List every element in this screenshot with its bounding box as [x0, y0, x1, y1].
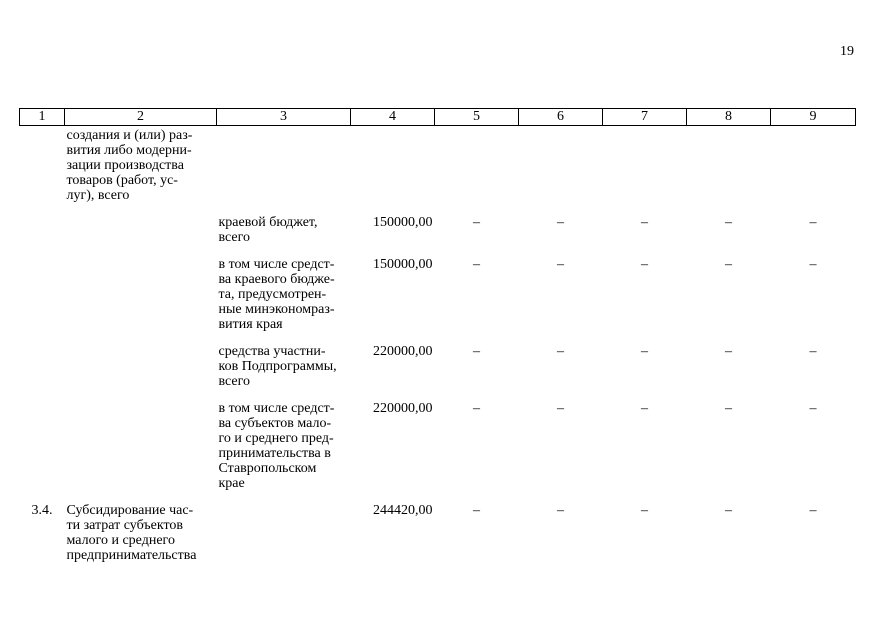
- year-value-cell: –: [641, 257, 648, 272]
- year-value-cell: –: [641, 503, 648, 518]
- activity-name-cell: [65, 126, 217, 214]
- funding-source-line: в том числе средст-: [218, 401, 335, 416]
- funding-source-line: всего: [218, 374, 251, 389]
- year-value-cell: [603, 126, 687, 214]
- year-value-cell: –: [725, 401, 732, 416]
- funding-source-cell: [217, 255, 351, 342]
- column-header-7: 7: [603, 109, 687, 126]
- funding-source-line: ные минэкономраз-: [218, 302, 335, 317]
- funding-source-line: ков Подпрограммы,: [218, 359, 337, 374]
- activity-name-cell: [65, 255, 217, 342]
- column-header-4: 4: [351, 109, 435, 126]
- year-value-cell: –: [725, 257, 732, 272]
- funding-source-line: средства участни-: [218, 344, 326, 359]
- year-value-cell: –: [473, 401, 480, 416]
- year-value-cell: –: [725, 215, 732, 230]
- year-value-cell: –: [557, 344, 564, 359]
- year-value-cell: –: [557, 503, 564, 518]
- table-body: [20, 126, 856, 574]
- row-number: [20, 255, 65, 342]
- funding-source-line: вития края: [218, 317, 283, 332]
- activity-name-line: Субсидирование час-: [66, 503, 194, 518]
- funding-source-line: краевой бюджет,: [218, 215, 318, 230]
- activity-name-line: создания и (или) раз-: [66, 128, 193, 143]
- activity-name-line: вития либо модерни-: [66, 143, 192, 158]
- year-value-cell: –: [809, 503, 817, 518]
- amount-cell: 220000,00: [373, 401, 433, 416]
- year-value-cell: –: [725, 503, 732, 518]
- amount-cell: 150000,00: [373, 257, 433, 272]
- year-value-cell: –: [557, 215, 564, 230]
- year-value-cell: –: [557, 401, 564, 416]
- page-number: 19: [840, 44, 854, 59]
- funding-source-line: го и среднего пред-: [218, 431, 334, 446]
- amount-cell: 244420,00: [373, 503, 433, 518]
- funding-source-line: крае: [218, 476, 245, 491]
- year-value-cell: [771, 126, 856, 214]
- activity-name-cell: [65, 342, 217, 399]
- activity-name-line: малого и среднего: [66, 533, 175, 548]
- activity-name-line: луг), всего: [66, 188, 130, 203]
- funding-source-cell: [217, 213, 351, 255]
- year-value-cell: –: [641, 401, 648, 416]
- column-header-3: 3: [217, 109, 351, 126]
- row-number: 3.4.: [31, 503, 53, 518]
- year-value-cell: –: [809, 401, 817, 416]
- activity-name-cell: [65, 213, 217, 255]
- row-number: [20, 126, 65, 214]
- table-row: [20, 501, 856, 573]
- funding-source-line: ва субъектов мало-: [218, 416, 332, 431]
- column-header-1: 1: [20, 109, 65, 126]
- year-value-cell: [519, 126, 603, 214]
- year-value-cell: –: [557, 257, 564, 272]
- funding-source-cell: [217, 501, 351, 573]
- year-value-cell: –: [641, 215, 648, 230]
- activity-name-cell: [65, 399, 217, 501]
- year-value-cell: [687, 126, 771, 214]
- activity-name-line: предпринимательства: [66, 548, 197, 563]
- table-row: [20, 126, 856, 214]
- funding-source-line: принимательства в: [218, 446, 331, 461]
- year-value-cell: –: [641, 344, 648, 359]
- funding-source-line: ва краевого бюдже-: [218, 272, 335, 287]
- funding-source-cell: [217, 399, 351, 501]
- activity-name-line: ти затрат субъектов: [66, 518, 183, 533]
- activity-name-line: зации производства: [66, 158, 184, 173]
- row-number: [20, 399, 65, 501]
- amount-cell: 220000,00: [373, 344, 433, 359]
- activity-name-line: товаров (работ, ус-: [66, 173, 178, 188]
- budget-table: [19, 108, 856, 573]
- funding-source-line: всего: [218, 230, 251, 245]
- year-value-cell: –: [473, 503, 480, 518]
- row-number: [20, 342, 65, 399]
- column-header-6: 6: [519, 109, 603, 126]
- table-row: [20, 342, 856, 399]
- column-header-5: 5: [435, 109, 519, 126]
- table-row: [20, 399, 856, 501]
- year-value-cell: –: [473, 344, 480, 359]
- funding-source-line: в том числе средст-: [218, 257, 335, 272]
- column-header-9: 9: [771, 109, 856, 126]
- funding-source-cell: [217, 342, 351, 399]
- amount-cell: [351, 126, 435, 214]
- amount-cell: 150000,00: [373, 215, 433, 230]
- year-value-cell: –: [473, 257, 480, 272]
- year-value-cell: –: [809, 257, 817, 272]
- table-header-row: [20, 109, 856, 126]
- year-value-cell: –: [809, 344, 817, 359]
- table-row: [20, 213, 856, 255]
- year-value-cell: [435, 126, 519, 214]
- table-row: [20, 255, 856, 342]
- funding-source-line: Ставропольском: [218, 461, 317, 476]
- year-value-cell: –: [809, 215, 817, 230]
- row-number: [20, 213, 65, 255]
- year-value-cell: –: [725, 344, 732, 359]
- column-header-2: 2: [65, 109, 217, 126]
- year-value-cell: –: [473, 215, 480, 230]
- funding-source-cell: [217, 126, 351, 214]
- column-header-8: 8: [687, 109, 771, 126]
- activity-name-cell: [65, 501, 217, 573]
- funding-source-line: та, предусмотрен-: [218, 287, 327, 302]
